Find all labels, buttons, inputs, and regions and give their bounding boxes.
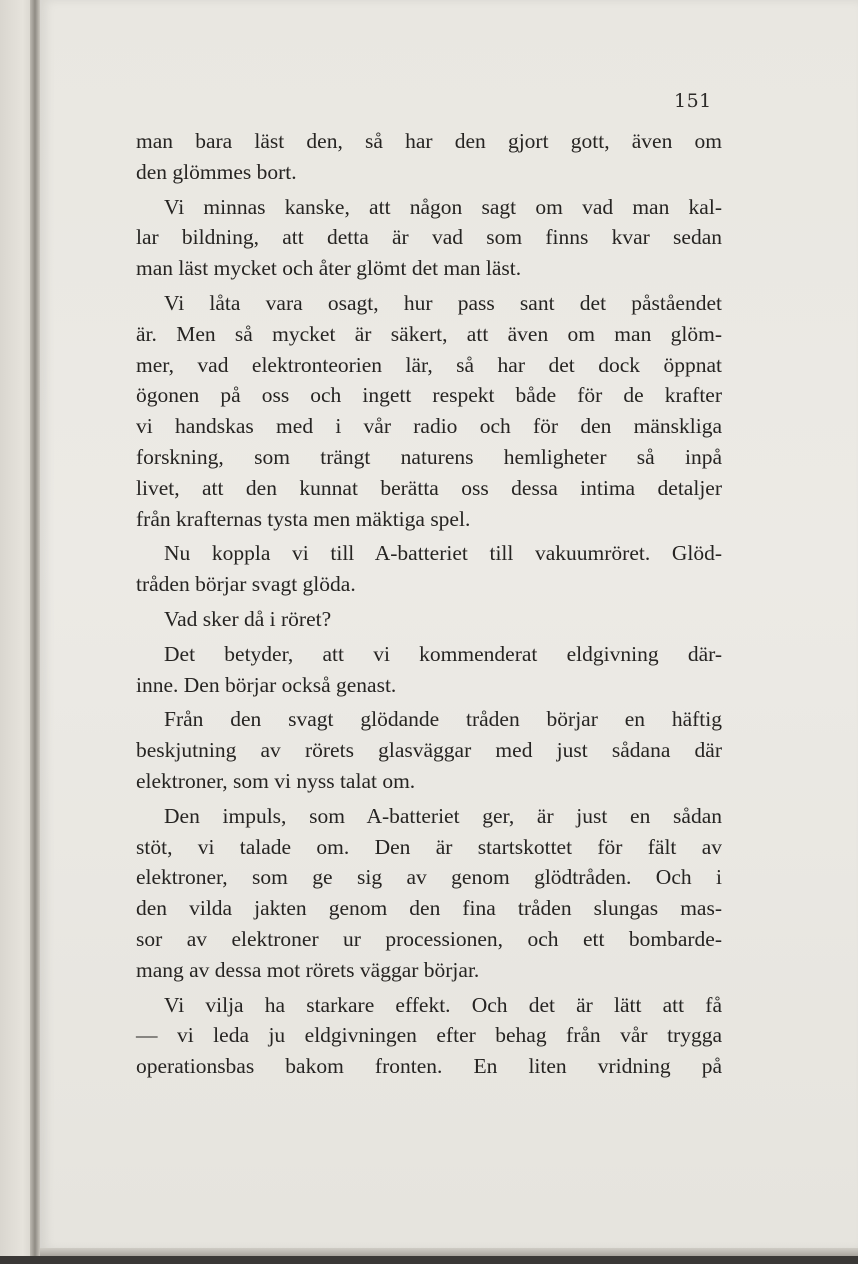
page-bottom-edge (40, 1248, 858, 1256)
paragraph (136, 801, 722, 986)
paragraph (136, 704, 722, 796)
text-line: den vilda jakten genom den fina tråden slungas mas- (136, 896, 722, 921)
page-number: 151 (674, 90, 712, 112)
text-line: Den impuls, som A-batteriet ger, är just en sådan (164, 803, 722, 828)
text-line: Vi låta vara osagt, hur pass sant det påståendet (164, 290, 722, 315)
text-line: man läst mycket och åter glömt det man läst. (136, 256, 522, 281)
book-gutter (30, 0, 40, 1256)
paragraph (136, 990, 722, 1082)
text-line: Vi minnas kanske, att någon sagt om vad man kal- (164, 194, 722, 219)
text-line: Vi vilja ha starkare effekt. Och det är lätt att få (164, 992, 722, 1017)
text-line: livet, att den kunnat berätta oss dessa intima detaljer (136, 475, 722, 500)
paragraph (136, 126, 722, 188)
text-line: — vi leda ju eldgivningen efter behag från vår trygga (136, 1023, 722, 1048)
text-line: Vad sker då i röret? (164, 606, 332, 631)
text-line: vi handskas med i vår radio och för den mänskliga (136, 414, 722, 439)
text-line: elektroner, som vi nyss talat om. (136, 768, 416, 793)
text-line: stöt, vi talade om. Den är startskottet för fält av (136, 834, 722, 859)
text-line: operationsbas bakom fronten. En liten vridning på (136, 1054, 722, 1079)
text-line: forskning, som trängt naturens hemligheter så inpå (136, 444, 722, 469)
text-line: ögonen på oss och ingett respekt både för de krafter (136, 383, 722, 408)
text-line: mer, vad elektronteorien lär, så har det dock öppnat (136, 352, 722, 377)
paragraph (136, 604, 722, 635)
page-body-text (136, 126, 722, 1082)
text-line: från krafternas tysta men mäktiga spel. (136, 506, 471, 531)
text-line: Nu koppla vi till A-batteriet till vakuumröret. Glöd- (164, 541, 722, 566)
paragraph (136, 639, 722, 701)
text-line: är. Men så mycket är säkert, att även om man glöm- (136, 321, 722, 346)
paragraph (136, 288, 722, 534)
text-line: beskjutning av rörets glasväggar med just sådana där (136, 738, 722, 763)
text-line: Från den svagt glödande tråden börjar en häftig (164, 707, 722, 732)
text-line: inne. Den börjar också genast. (136, 672, 397, 697)
paragraph (136, 192, 722, 284)
paragraph (136, 538, 722, 600)
text-line: man bara läst den, så har den gjort gott, även om (136, 129, 722, 153)
text-line: sor av elektroner ur processionen, och ett bombarde- (136, 926, 722, 951)
text-line: Det betyder, att vi kommenderat eldgivning där- (164, 641, 722, 666)
text-line: mang av dessa mot rörets väggar börjar. (136, 957, 480, 982)
text-line: den glömmes bort. (136, 159, 297, 184)
text-line: lar bildning, att detta är vad som finns kvar sedan (136, 225, 722, 250)
text-line: tråden börjar svagt glöda. (136, 572, 356, 597)
text-line: elektroner, som ge sig av genom glödtråden. Och i (136, 865, 722, 890)
